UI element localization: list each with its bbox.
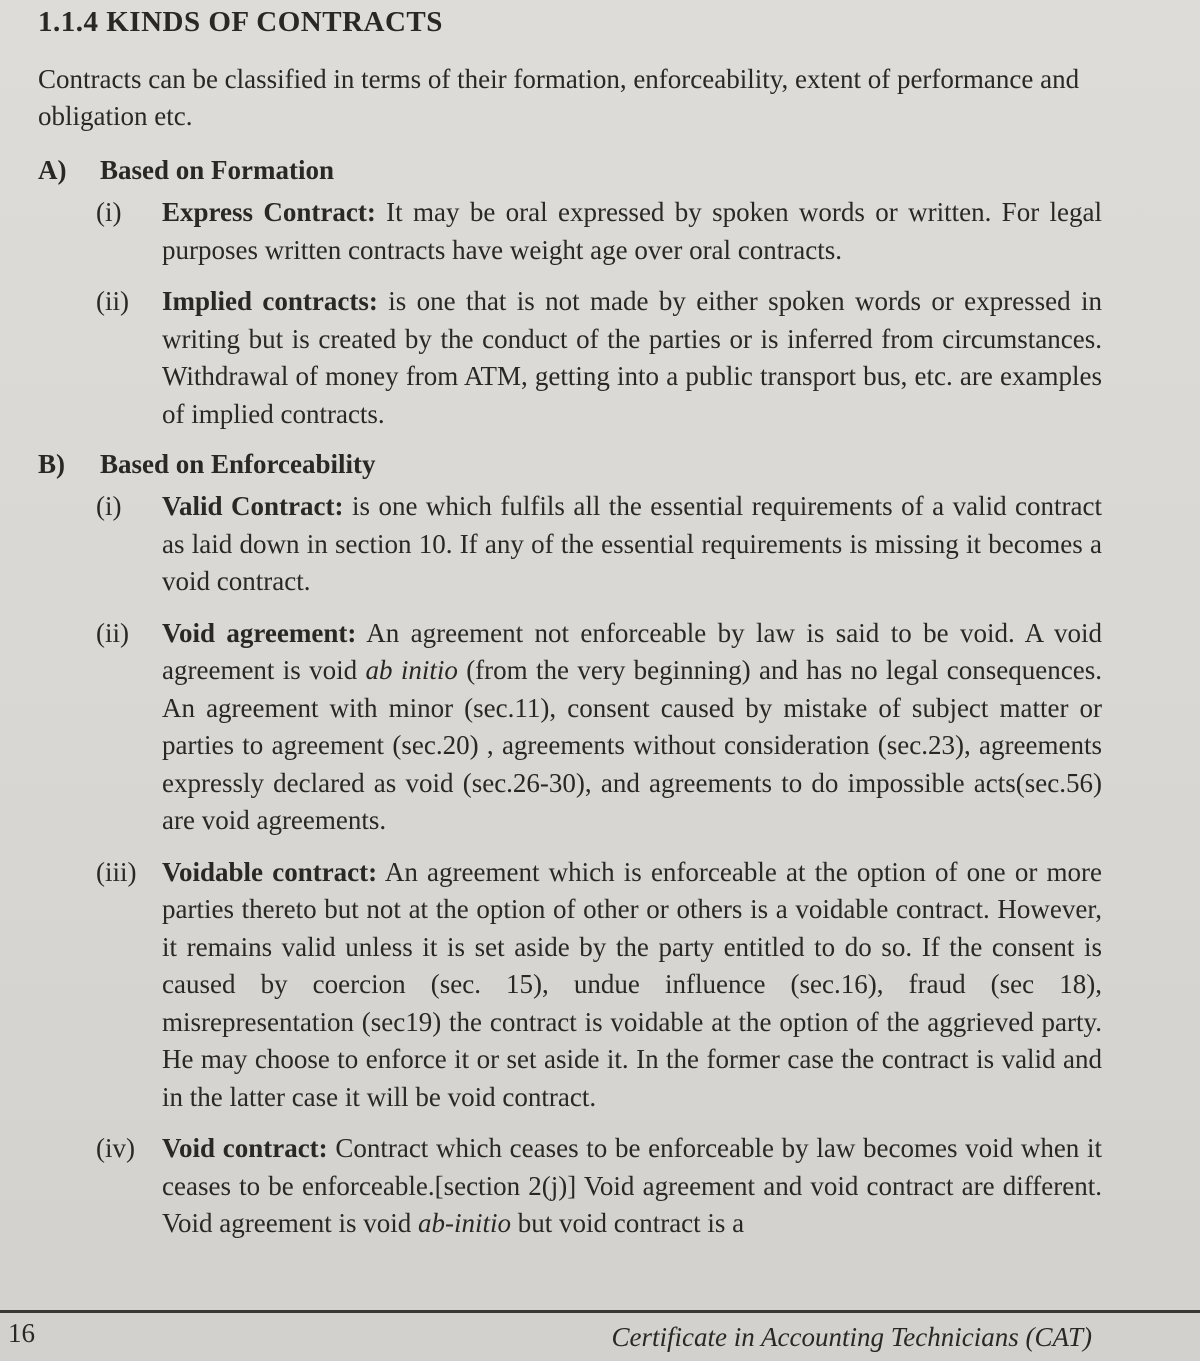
item-description: is one that is not made by either spoken words or expressed in writing but is created by the conduct of the parties or is inferred from circumstances. Withdrawal of money from ATM, getting into a public transport bus, etc. are examples of implied contracts. — [162, 286, 1103, 429]
item-description: is one which fulfils all the essential requirements of a valid contract as laid down in section 10. If any of the essential requirements is missing it becomes a void contract. — [162, 491, 1102, 596]
list-item-implied-contracts — [96, 283, 1102, 433]
item-description-part1: An agreement not enforceable by law is said to be void. A void agreement is void — [162, 617, 1102, 685]
list-item-void-agreement — [96, 615, 1102, 840]
section-formation — [38, 155, 1102, 433]
section-title: Based on Enforceability — [100, 449, 376, 479]
latin-phrase: ab-initio — [417, 1208, 511, 1238]
section-heading-formation — [38, 155, 1102, 186]
item-number: (iii) — [96, 856, 137, 887]
list-item-valid-contract — [96, 488, 1102, 601]
item-number: (ii) — [96, 617, 129, 648]
item-text — [162, 283, 1102, 433]
item-term: Valid Contract: — [162, 491, 344, 521]
item-term: Implied contracts: — [162, 286, 378, 316]
page-content — [38, 6, 1102, 1259]
section-title: Based on Formation — [100, 155, 335, 185]
item-term: Voidable contract: — [162, 856, 378, 887]
item-term: Void contract: — [162, 1133, 328, 1163]
item-number: (ii) — [96, 286, 129, 316]
section-heading: 1.1.4 KINDS OF CONTRACTS — [38, 6, 443, 38]
item-text — [162, 488, 1102, 601]
item-term: Express Contract: — [162, 197, 376, 227]
page-number: 16 — [8, 1318, 35, 1348]
item-number: (iv) — [96, 1133, 135, 1163]
item-description: It may be oral expressed by spoken words or written. For legal purposes written contracts have weight age over oral contracts. — [162, 197, 1102, 265]
section-marker: A) — [38, 155, 67, 185]
intro-paragraph: Contracts can be classified in terms of their formation, enforceability, extent of performance and obligation etc. — [38, 64, 1080, 131]
section-marker: B) — [38, 449, 65, 479]
item-text — [162, 194, 1102, 269]
item-description: An agreement which is enforceable at the option of one or more parties thereto but not at the option of other or others is a voidable contract. However, it remains valid unless it is set aside by the party entitled to do so. If the consent is caused by coercion (sec. 15), undue influence (sec.16), fraud (sec 18), misrepresentation (sec19) the contract is voidable at the option of the aggrieved party. He may choose to enforce it or set aside it. In the former case the contract is valid and in the latter case it will be void contract. — [162, 856, 1102, 1112]
item-number: (i) — [96, 491, 122, 521]
section-heading-enforceability — [38, 449, 1102, 480]
item-text — [162, 1130, 1102, 1243]
list-item-express-contract — [96, 194, 1102, 269]
item-text — [162, 854, 1102, 1117]
item-term: Void agreement: — [162, 617, 357, 648]
list-item-voidable-contract — [96, 854, 1102, 1117]
item-number: (i) — [96, 197, 122, 227]
item-text — [162, 615, 1102, 840]
item-description-part2: (from the very beginning) and has no legal consequences. An agreement with minor (sec.11), consent caused by mistake of subject matter or parties to agreement (sec.20) , agreements without consideration (sec.23), agreements expressly declared as void (sec.26-30), and agreements to do impossible acts(sec.56) are void agreements. — [162, 655, 1102, 835]
item-description-part2: but void contract is a — [510, 1208, 745, 1238]
footer-divider — [0, 1310, 1200, 1313]
book-title: Certificate in Accounting Technicians (CAT) — [611, 1322, 1092, 1352]
item-description-part1: Contract which ceases to be enforceable by law becomes void when it ceases to be enforceable.[section 2(j)] Void agreement and void contract are different. Void agreement is void — [162, 1133, 1102, 1238]
section-enforceability — [38, 449, 1102, 1243]
latin-phrase: ab initio — [365, 655, 458, 685]
list-item-void-contract — [96, 1130, 1102, 1243]
